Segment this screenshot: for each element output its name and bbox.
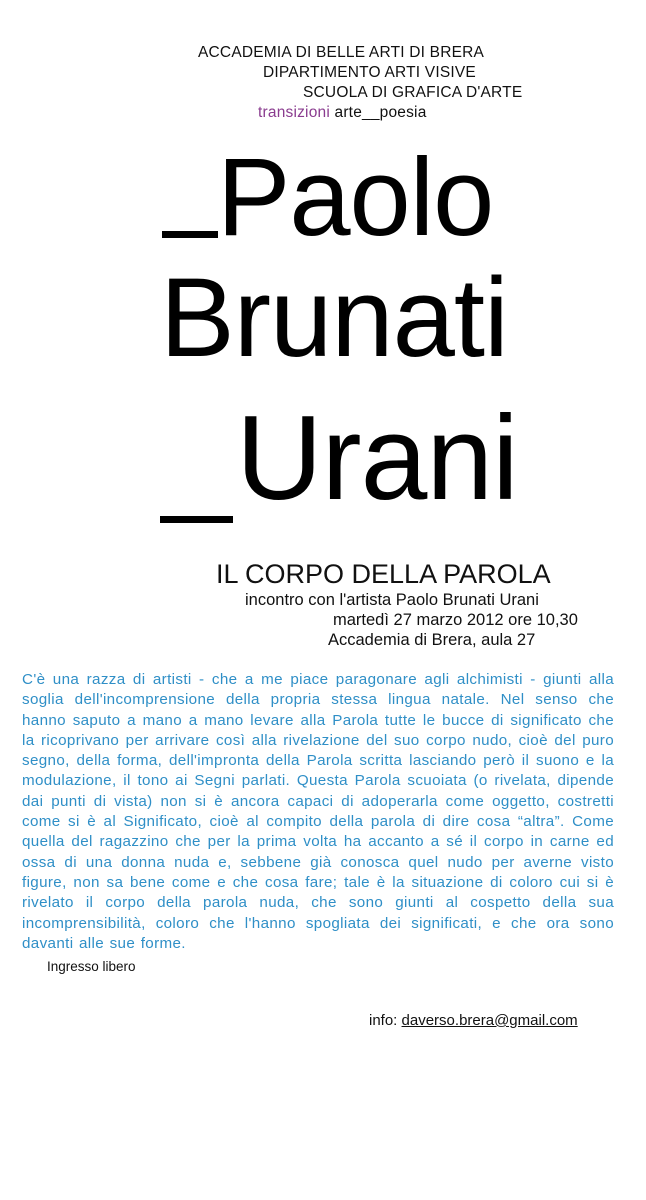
institution-name: ACCADEMIA DI BELLE ARTI DI BRERA	[198, 44, 485, 61]
school-name: SCUOLA DI GRAFICA D'ARTE	[303, 84, 523, 101]
event-subtitle: incontro con l'artista Paolo Brunati Urani	[245, 591, 539, 609]
department-name: DIPARTIMENTO ARTI VISIVE	[263, 64, 476, 81]
event-location: Accademia di Brera, aula 27	[328, 631, 536, 649]
series-line	[258, 104, 427, 122]
event-title: IL CORPO DELLA PAROLA	[216, 559, 551, 589]
contact-info	[369, 1012, 578, 1029]
admission-note: Ingresso libero	[47, 959, 136, 974]
contact-email-link[interactable]: daverso.brera@gmail.com	[401, 1012, 578, 1029]
contact-label: info:	[369, 1012, 398, 1029]
series-theme: arte__poesia	[334, 104, 427, 121]
underscore-mark-1	[162, 231, 218, 238]
series-label: transizioni	[258, 104, 330, 121]
underscore-mark-2	[160, 516, 233, 523]
event-datetime: martedì 27 marzo 2012 ore 10,30	[333, 611, 578, 629]
artist-last-name: Urani	[236, 391, 518, 525]
event-description: C'è una razza di artisti - che a me piace paragonare agli alchimisti - giunti alla soglia dell'incomprensione della propria stessa lingua natale. Nel senso che hanno saputo a mano a mano levare alla Parola tutte le bucce di significato che la ricoprivano per arrivare così alla rivelazione del suo corpo nudo, cioè del puro segno, della forma, dell'impronta della Parola scritta lasciando però il suono e la modulazione, il tono ai Segni parlati. Questa Parola scuoiata (o rivelata, dipende dai punti di vista) non si è ancora capaci di adoperarla come oggetto, costretti come si è al Significato, cioè al compito della parola di dire cosa “altra”. Come quella del ragazzino che per la prima volta ha accanto a sé il corpo in carne ed ossa di una donna nuda e, sebbene già conosca quel nudo per averne visto figure, non sa bene come e che cosa fare; tale è la situazione di coloro cui si è rivelato il corpo della parola nuda, che sono giunti al cospetto della sua incomprensibilità, coloro che l'hanno spogliata dei significati, e che ora sono davanti alle sue forme.	[22, 671, 614, 952]
artist-first-name: Paolo	[217, 136, 494, 259]
artist-middle-name: Brunati	[160, 255, 508, 380]
